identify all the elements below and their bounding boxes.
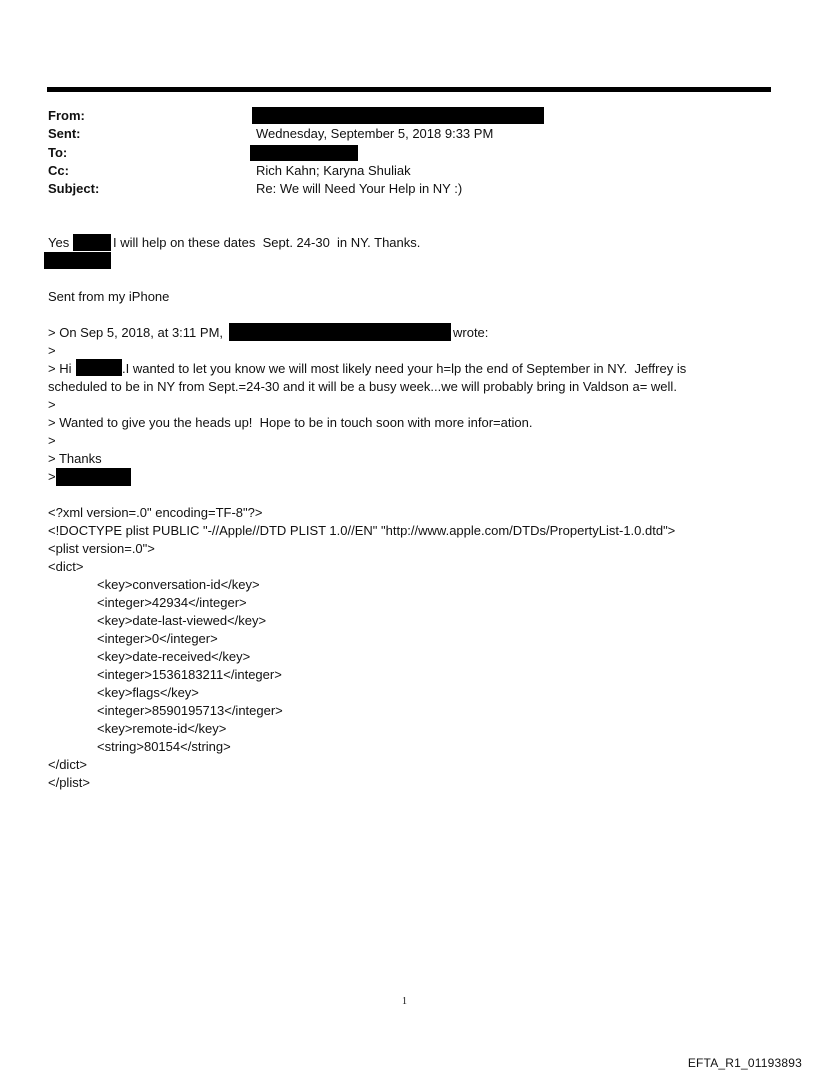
quoted-hi-prefix: > Hi (48, 361, 72, 376)
reply-yes: Yes (48, 235, 70, 250)
plist-entry: <key>remote-id</key> (97, 721, 227, 736)
quoted-hi-rest: .I wanted to let you know we will most likely need your h=lp the end of September in NY. Jeffrey is (122, 361, 687, 376)
quoted-gt-3: > (48, 433, 56, 448)
plist-entry: <string>80154</string> (97, 739, 231, 754)
from-label: From: (48, 108, 85, 123)
header-rule (47, 87, 771, 92)
plist-entry: <key>flags</key> (97, 685, 199, 700)
plist-open: <plist version=.0"> (48, 541, 155, 556)
reply-name-redaction (73, 234, 111, 251)
plist-entry: <key>date-last-viewed</key> (97, 613, 267, 628)
quoted-signoff-redaction (56, 468, 131, 486)
plist-entry: <integer>8590195713</integer> (97, 703, 283, 718)
cc-label: Cc: (48, 163, 69, 178)
bates-number: EFTA_R1_01193893 (687, 1056, 802, 1070)
dict-open: <dict> (48, 559, 84, 574)
quoted-sender-redaction (229, 323, 451, 341)
subject-value: Re: We will Need Your Help in NY :) (256, 181, 463, 196)
quoted-line-2: scheduled to be in NY from Sept.=24-30 and it will be a busy week...we will probably bring in Valdson a= well. (48, 379, 677, 394)
plist-entry: <integer>1536183211</integer> (97, 667, 282, 682)
quoted-on-suffix: wrote: (453, 325, 489, 340)
to-redaction (250, 145, 358, 161)
plist-entry: <integer>42934</integer> (97, 595, 247, 610)
plist-entry: <key>conversation-id</key> (97, 577, 260, 592)
to-label: To: (48, 145, 68, 160)
quoted-gt-2: > (48, 397, 56, 412)
quoted-on-prefix: > On Sep 5, 2018, at 3:11 PM, (48, 325, 224, 340)
plist-close: </plist> (48, 775, 90, 790)
quoted-recipient-redaction (76, 359, 122, 376)
quoted-thanks: > Thanks (48, 451, 102, 466)
plist-entry: <integer>0</integer> (97, 631, 218, 646)
cc-value: Rich Kahn; Karyna Shuliak (256, 163, 411, 178)
quoted-heads-up: > Wanted to give you the heads up! Hope to be in touch soon with more infor=ation. (48, 415, 533, 430)
plist-xml-decl: <?xml version=.0" encoding=TF-8"?> (48, 505, 263, 520)
page-number: 1 (402, 996, 407, 1007)
quoted-gt-4: > (48, 469, 56, 484)
from-redaction (252, 107, 544, 124)
signature: Sent from my iPhone (48, 289, 170, 304)
subject-label: Subject: (48, 181, 100, 196)
sent-label: Sent: (48, 126, 81, 141)
quoted-gt-1: > (48, 343, 56, 358)
plist-entry: <key>date-received</key> (97, 649, 251, 664)
dict-close: </dict> (48, 757, 88, 772)
reply-signoff-redaction (44, 252, 111, 269)
sent-value: Wednesday, September 5, 2018 9:33 PM (256, 126, 494, 141)
plist-doctype: <!DOCTYPE plist PUBLIC "-//Apple//DTD PLIST 1.0//EN" "http://www.apple.com/DTDs/PropertyList-1.0.dtd"> (48, 523, 676, 538)
reply-line: I will help on these dates Sept. 24-30 in NY. Thanks. (113, 235, 421, 250)
